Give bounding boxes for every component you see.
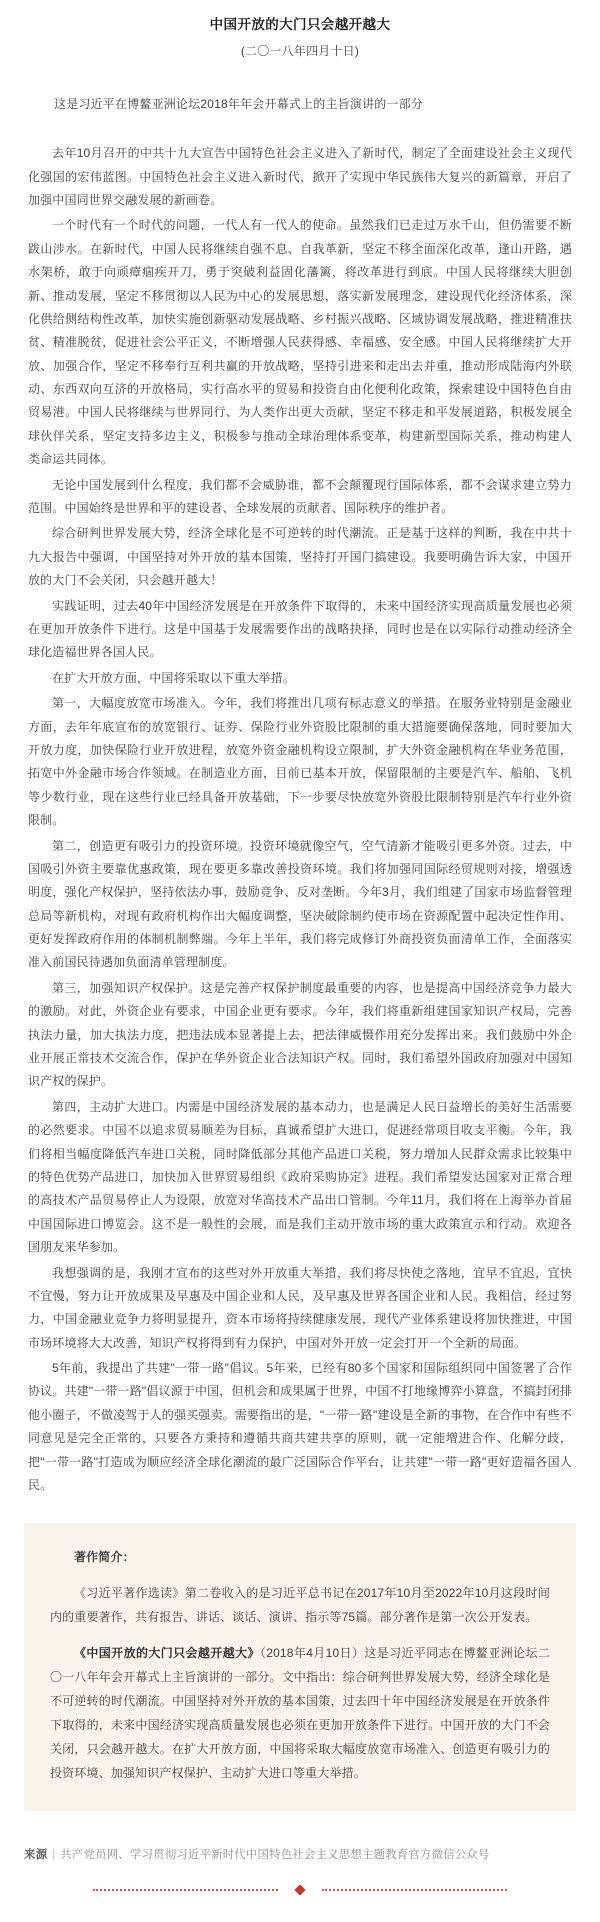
body-paragraph: 第三，加强知识产权保护。这是完善产权保护制度最重要的内容，也是提高中国经济竞争力最大的激励。对此，外资企业有要求，中国企业更有要求。今年，我们将重新组建国家知识产权局，完善执法力量，加大执法力度，把违法成本显著提上去，把法律威慑作用充分发挥出来。我们鼓励中外企业开展正常技术交流合作，保护在华外资企业合法知识产权。同时，我们希望外国政府加强对中国知识产权的保护。	[28, 980, 572, 1089]
book-summary-heading: 著作简介：	[74, 1550, 135, 1565]
body-paragraph: 第一，大幅度放宽市场准入。今年，我们将推出几项有标志意义的举措。在服务业特别是金融业方面，去年年底宣布的放宽银行、证券、保险行业外资股比限制的重大措施要确保落地，同时要加大开放力度，加快保险行业开放进程，放宽外资金融机构设立限制，扩大外资金融机构在华业务范围，拓宽中外金融市场合作领域。在制造业方面，目前已基本开放，保留限制的主要是汽车、船舶、飞机等少数行业，现在这些行业已经具备开放基础，下一步要尽快放宽外资股比限制特别是汽车行业外资限制。	[28, 696, 572, 828]
footer-ornament	[0, 1886, 600, 1894]
body-paragraph: 在扩大开放方面，中国将采取以下重大举措。	[52, 670, 296, 685]
body-paragraph: 第二，创造更有吸引力的投资环境。投资环境就像空气，空气清新才能吸引更多外资。过去，中国吸引外资主要靠优惠政策，现在要更多靠改善投资环境。我们将加强同国际经贸规则对接，增强透明度，强化产权保护，坚持依法办事，鼓励竞争、反对垄断。今年3月，我们组建了国家市场监督管理总局等新机构，对现有政府机构作出大幅度调整，坚决破除制约使市场在资源配置中起决定性作用、更好发挥政府作用的体制机制弊端。今年上半年，我们将完成修订外商投资负面清单工作，全面落实准入前国民待遇加负面清单管理制度。	[28, 838, 572, 970]
body-paragraph: 去年10月召开的中共十九大宣告中国特色社会主义进入了新时代，制定了全面建设社会主义现代化强国的宏伟蓝图。中国特色社会主义进入新时代，掀开了实现中华民族伟大复兴的新篇章，开启了加强中国同世界交融发展的新画卷。	[28, 146, 572, 207]
book-summary-box	[24, 1523, 576, 1811]
page-title: 中国开放的大门只会越开越大	[209, 17, 391, 32]
source-line	[0, 1845, 600, 1866]
body-paragraph: 无论中国发展到什么程度，我们都不会威胁谁，都不会颠覆现行国际体系，都不会谋求建立势力范围。中国始终是世界和平的建设者、全球发展的贡献者、国际秩序的维护者。	[28, 477, 572, 516]
source-separator: |	[52, 1849, 56, 1862]
document-date: (二〇一八年四月十日)	[240, 43, 360, 58]
body-paragraph: 实践证明，过去40年中国经济发展是在开放条件下取得的，未来中国经济实现高质量发展也必须在更加开放条件下进行。这是中国基于发展需要作出的战略抉择，同时也是在以实际行动推动经济全球化造福世界各国人民。	[28, 598, 572, 660]
book-entry-title: 《中国开放的大门只会越开越大》	[74, 1646, 260, 1661]
source-text: 共产党员网、学习贯彻习近平新时代中国特色社会主义思想主题教育官方微信公众号	[60, 1849, 490, 1862]
body-paragraph: 第四，主动扩大进口。内需是中国经济发展的基本动力，也是满足人民日益增长的美好生活需要的必然要求。中国不以追求贸易顺差为目标，真诚希望扩大进口，促进经常项目收支平衡。今年，我们将相当幅度降低汽车进口关税，同时降低部分其他产品进口关税，努力增加人民群众需求比较集中的特色优势产品进口，加快加入世界贸易组织《政府采购协定》进程。我们希望发达国家对正常合理的高技术产品贸易停止人为设限，放宽对华高技术产品出口管制。今年11月，我们将在上海举办首届中国国际进口博览会。这不是一般性的会展，而是我们主动开放市场的重大政策宣示和行动。欢迎各国朋友来华参加。	[28, 1099, 572, 1255]
book-summary-entry	[50, 1641, 550, 1785]
book-summary-paragraph: 《习近平著作选读》第二卷收入的是习近平总书记在2017年10月至2022年10月这段时间内的重要著作，共有报告、讲话、谈话、演讲、指示等75篇。部分著作是第一次公开发表。	[50, 1586, 550, 1625]
source-label: 来源	[24, 1849, 48, 1862]
dotted-rule-left	[93, 1889, 278, 1891]
lead-paragraph: 这是习近平在博鳌亚洲论坛2018年年会开幕式上的主旨演讲的一部分	[54, 96, 424, 111]
body-paragraph: 我想强调的是，我刚才宣布的这些对外开放重大举措，我们将尽快使之落地，宜早不宜迟，宜快不宜慢，努力让开放成果及早惠及中国企业和人民，及早惠及世界各国企业和人民。我相信，经过努力，中国金融业竞争力将明显提升，资本市场将持续健康发展，现代产业体系建设将加快推进，中国市场环境将大大改善，知识产权将得到有力保护，中国对外开放一定会打开一个全新的局面。	[28, 1265, 572, 1350]
book-entry-description: （2018年4月10日）这是习近平同志在博鳌亚洲论坛二〇一八年年会开幕式上主旨演讲的一部分。文中指出：综合研判世界发展大势，经济全球化是不可逆转的时代潮流。中国坚持对外开放的基本国策，过去四十年中国经济发展是在开放条件下取得的，未来中国经济实现高质量发展也必须在更加开放条件下进行。中国开放的大门不会关闭，只会越开越大。在扩大开放方面，中国将采取大幅度放宽市场准入、创造更有吸引力的投资环境、加强知识产权保护、主动扩大进口等重大举措。	[50, 1646, 550, 1781]
diamond-icon	[294, 1884, 305, 1895]
title-block	[0, 0, 600, 61]
body-copy	[0, 128, 600, 1497]
body-paragraph: 综合研判世界发展大势，经济全球化是不可逆转的时代潮流。正是基于这样的判断，我在中共十九大报告中强调，中国坚持对外开放的基本国策，坚持打开国门搞建设。我要明确告诉大家，中国开放的大门不会关闭，只会越开越大！	[28, 526, 572, 588]
body-paragraph: 一个时代有一个时代的问题，一代人有一代人的使命。虽然我们已走过万水千山，但仍需要不断跋山涉水。在新时代，中国人民将继续自强不息、自我革新，坚定不移全面深化改革，逢山开路，遇水架桥，敢于向顽瘴痼疾开刀，勇于突破利益固化藩篱，将改革进行到底。中国人民将继续大胆创新、推动发展，坚定不移贯彻以人民为中心的发展思想，落实新发展理念，建设现代化经济体系，深化供给侧结构性改革，加快实施创新驱动发展战略、乡村振兴战略、区域协调发展战略，推进精准扶贫、精准脱贫，促进社会公平正义，不断增强人民获得感、幸福感、安全感。中国人民将继续扩大开放、加强合作，坚定不移奉行互利共赢的开放战略，坚持引进来和走出去并重，推动形成陆海内外联动、东西双向互济的开放格局，实行高水平的贸易和投资自由化便利化政策，探索建设中国特色自由贸易港。中国人民将继续与世界同行、为人类作出更大贡献，坚定不移走和平发展道路，积极发展全球伙伴关系，坚定支持多边主义，积极参与推动全球治理体系变革，构建新型国际关系，推动构建人类命运共同体。	[28, 218, 572, 467]
dotted-rule-right	[322, 1889, 507, 1891]
body-paragraph: 5年前，我提出了共建"一带一路"倡议。5年来，已经有80多个国家和国际组织同中国签署了合作协议。共建"一带一路"倡议源于中国，但机会和成果属于世界，中国不打地缘博弈小算盘，不搞封闭排他小圈子，不做凌驾于人的强买强卖。需要指出的是，"一带一路"建设是全新的事物，在合作中有些不同意见是完全正常的，只要各方秉持和遵循共商共建共享的原则，就一定能增进合作、化解分歧，把"一带一路"打造成为顺应经济全球化潮流的最广泛国际合作平台，让共建"一带一路"更好造福各国人民。	[28, 1361, 572, 1493]
